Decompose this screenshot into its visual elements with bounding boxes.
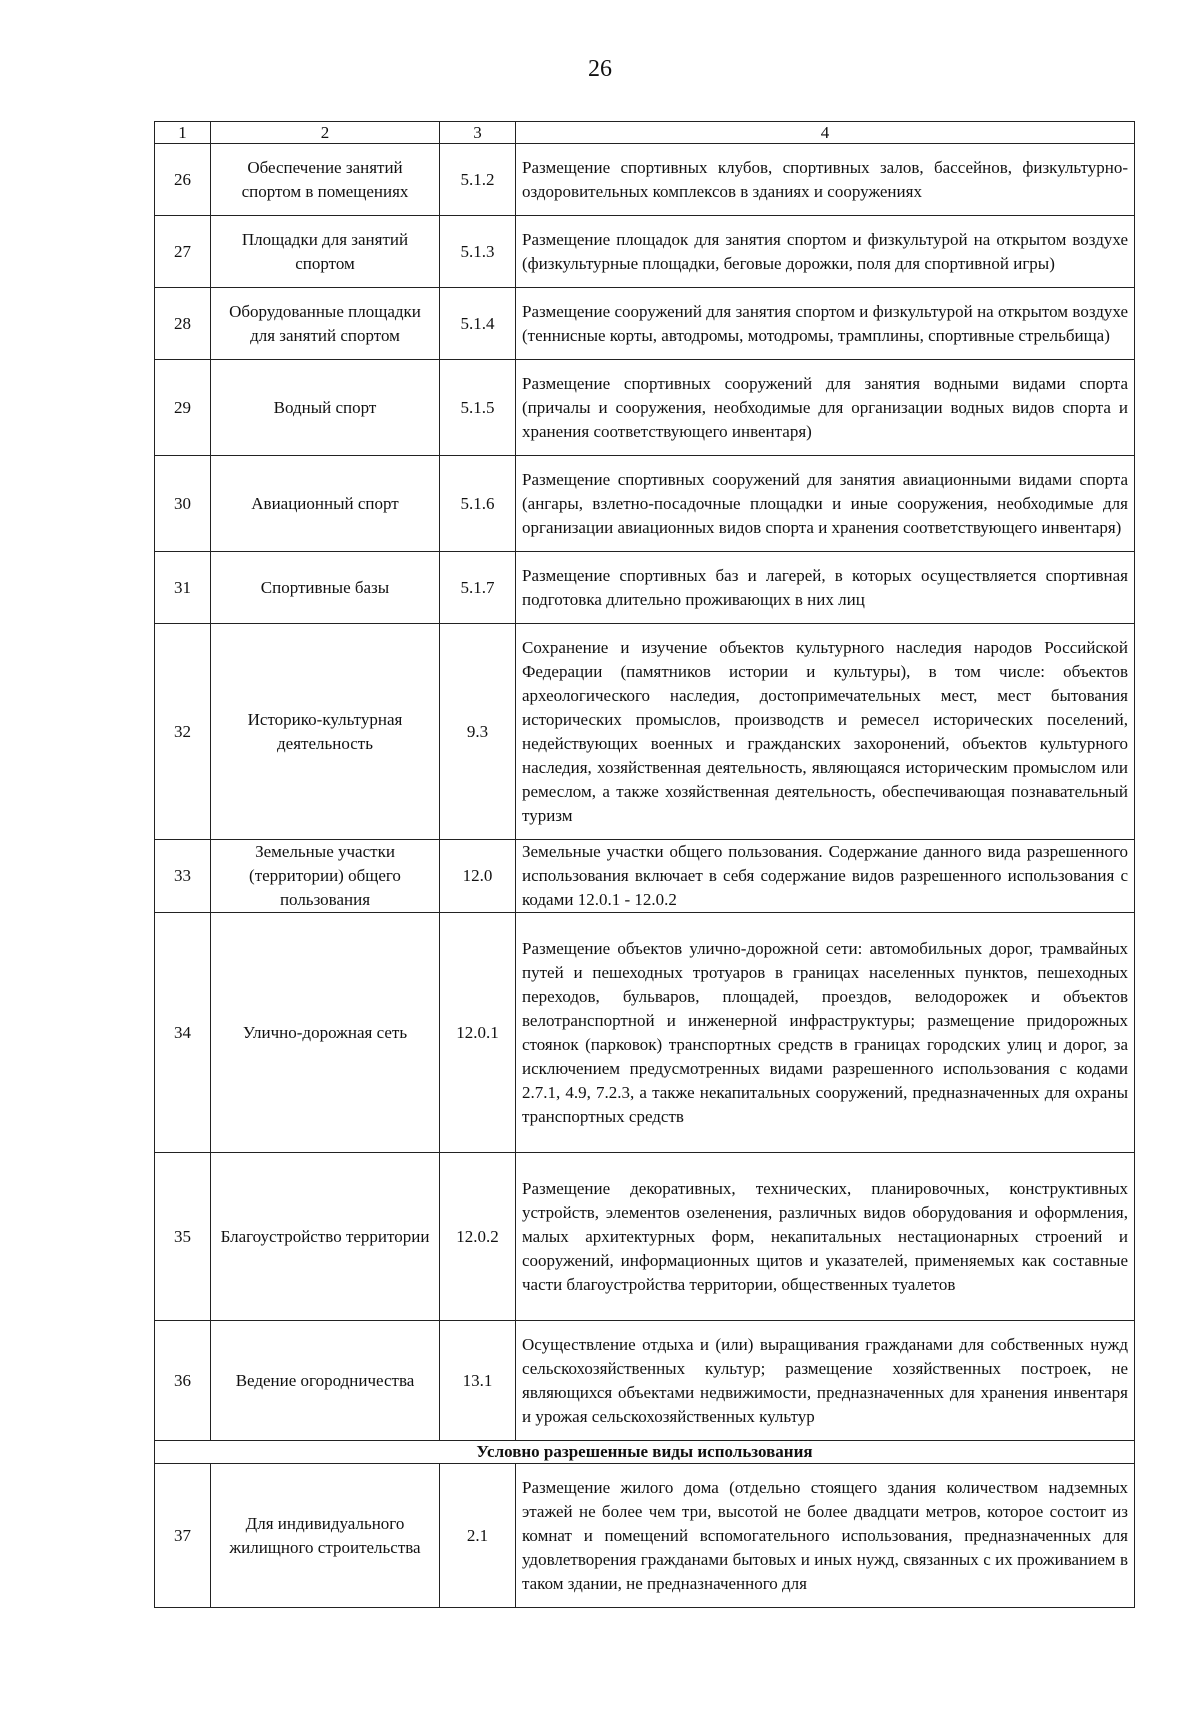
- table-row: [155, 624, 1135, 840]
- use-code: 5.1.6: [440, 456, 516, 552]
- row-number: 33: [155, 840, 211, 913]
- row-number: 35: [155, 1153, 211, 1321]
- use-description: Размещение спортивных баз и лагерей, в которых осуществляется спортивная подготовка длительно проживающих в них лиц: [516, 552, 1135, 624]
- use-name: Спортивные базы: [211, 552, 440, 624]
- use-code: 5.1.7: [440, 552, 516, 624]
- use-description: Размещение спортивных сооружений для занятия водными видами спорта (причалы и сооружения, необходимые для организации водных видов спорта и хранения соответствующего инвентаря): [516, 360, 1135, 456]
- row-number: 36: [155, 1321, 211, 1441]
- use-code: 12.0.1: [440, 913, 516, 1153]
- use-code: 13.1: [440, 1321, 516, 1441]
- use-code: 5.1.2: [440, 144, 516, 216]
- use-description: Размещение жилого дома (отдельно стоящего здания количеством надземных этажей не более чем три, высотой не более двадцати метров, которое состоит из комнат и помещений вспомогательного использования, предназначенных для удовлетворения гражданами бытовых и иных нужд, связанных с их проживанием в таком здании, не предназначенного для: [516, 1464, 1135, 1608]
- table-row: [155, 840, 1135, 913]
- use-description: Размещение декоративных, технических, планировочных, конструктивных устройств, элементов озеленения, различных видов оборудования и оформления, малых архитектурных форм, некапитальных нестационарных строений и сооружений, информационных щитов и указателей, применяемых как составные части благоустройства территории, общественных туалетов: [516, 1153, 1135, 1321]
- table-row: [155, 216, 1135, 288]
- section-title: Условно разрешенные виды использования: [155, 1441, 1135, 1464]
- row-number: 34: [155, 913, 211, 1153]
- use-name: Ведение огородничества: [211, 1321, 440, 1441]
- use-description: Размещение объектов улично-дорожной сети: автомобильных дорог, трамвайных путей и пешеходных тротуаров в границах населенных пунктов, пешеходных переходов, бульваров, площадей, проездов, велодорожек и объектов велотранспортной и инженерной инфраструктуры; размещение придорожных стоянок (парковок) транспортных средств в границах городских улиц и дорог, за исключением предусмотренных видами разрешенного использования с кодами 2.7.1, 4.9, 7.2.3, а также некапитальных сооружений, предназначенных для охраны транспортных средств: [516, 913, 1135, 1153]
- use-name: Благоустройство территории: [211, 1153, 440, 1321]
- use-name: Площадки для занятий спортом: [211, 216, 440, 288]
- table-row: [155, 552, 1135, 624]
- table-row: [155, 456, 1135, 552]
- column-header-4: 4: [516, 122, 1135, 144]
- use-description: Размещение площадок для занятия спортом и физкультурой на открытом воздухе (физкультурные площадки, беговые дорожки, поля для спортивной игры): [516, 216, 1135, 288]
- use-name: Оборудованные площадки для занятий спортом: [211, 288, 440, 360]
- land-use-table: [154, 121, 1135, 1608]
- use-code: 5.1.4: [440, 288, 516, 360]
- row-number: 31: [155, 552, 211, 624]
- use-description: Размещение спортивных сооружений для занятия авиационными видами спорта (ангары, взлетно-посадочные площадки и иные сооружения, необходимые для организации авиационных видов спорта и хранения соответствующего инвентаря): [516, 456, 1135, 552]
- row-number: 32: [155, 624, 211, 840]
- use-description: Земельные участки общего пользования. Содержание данного вида разрешенного использования включает в себя содержание видов разрешенного использования с кодами 12.0.1 - 12.0.2: [516, 840, 1135, 913]
- use-name: Авиационный спорт: [211, 456, 440, 552]
- use-name: Для индивидуального жилищного строительства: [211, 1464, 440, 1608]
- column-header-1: 1: [155, 122, 211, 144]
- use-code: 12.0: [440, 840, 516, 913]
- use-name: Земельные участки (территории) общего пользования: [211, 840, 440, 913]
- row-number: 28: [155, 288, 211, 360]
- table-row: [155, 144, 1135, 216]
- table-row: [155, 913, 1135, 1153]
- row-number: 37: [155, 1464, 211, 1608]
- use-description: Размещение спортивных клубов, спортивных залов, бассейнов, физкультурно-оздоровительных комплексов в зданиях и сооружениях: [516, 144, 1135, 216]
- column-header-2: 2: [211, 122, 440, 144]
- use-name: Обеспечение занятий спортом в помещениях: [211, 144, 440, 216]
- use-code: 9.3: [440, 624, 516, 840]
- page-number: 26: [588, 56, 612, 82]
- use-name: Улично-дорожная сеть: [211, 913, 440, 1153]
- use-code: 5.1.5: [440, 360, 516, 456]
- use-description: Размещение сооружений для занятия спортом и физкультурой на открытом воздухе (теннисные корты, автодромы, мотодромы, трамплины, спортивные стрельбища): [516, 288, 1135, 360]
- use-code: 5.1.3: [440, 216, 516, 288]
- use-name: Водный спорт: [211, 360, 440, 456]
- use-code: 12.0.2: [440, 1153, 516, 1321]
- row-number: 27: [155, 216, 211, 288]
- header-row: [155, 122, 1135, 144]
- table-row: [155, 1153, 1135, 1321]
- row-number: 30: [155, 456, 211, 552]
- row-number: 29: [155, 360, 211, 456]
- use-description: Сохранение и изучение объектов культурного наследия народов Российской Федерации (памятников истории и культуры), в том числе: объектов археологического наследия, достопримечательных мест, мест бытования исторических промыслов, производств и ремесел исторических поселений, недействующих военных и гражданских захоронений, объектов культурного наследия, хозяйственная деятельность, являющаяся историческим промыслом или ремеслом, а также хозяйственная деятельность, обеспечивающая познавательный туризм: [516, 624, 1135, 840]
- table-row: [155, 1464, 1135, 1608]
- table-row: [155, 1321, 1135, 1441]
- column-header-3: 3: [440, 122, 516, 144]
- use-name: Историко-культурная деятельность: [211, 624, 440, 840]
- table-row: [155, 360, 1135, 456]
- use-code: 2.1: [440, 1464, 516, 1608]
- use-description: Осуществление отдыха и (или) выращивания гражданами для собственных нужд сельскохозяйственных культур; размещение хозяйственных построек, не являющихся объектами недвижимости, предназначенных для хранения инвентаря и урожая сельскохозяйственных культур: [516, 1321, 1135, 1441]
- section-row: [155, 1441, 1135, 1464]
- row-number: 26: [155, 144, 211, 216]
- table-row: [155, 288, 1135, 360]
